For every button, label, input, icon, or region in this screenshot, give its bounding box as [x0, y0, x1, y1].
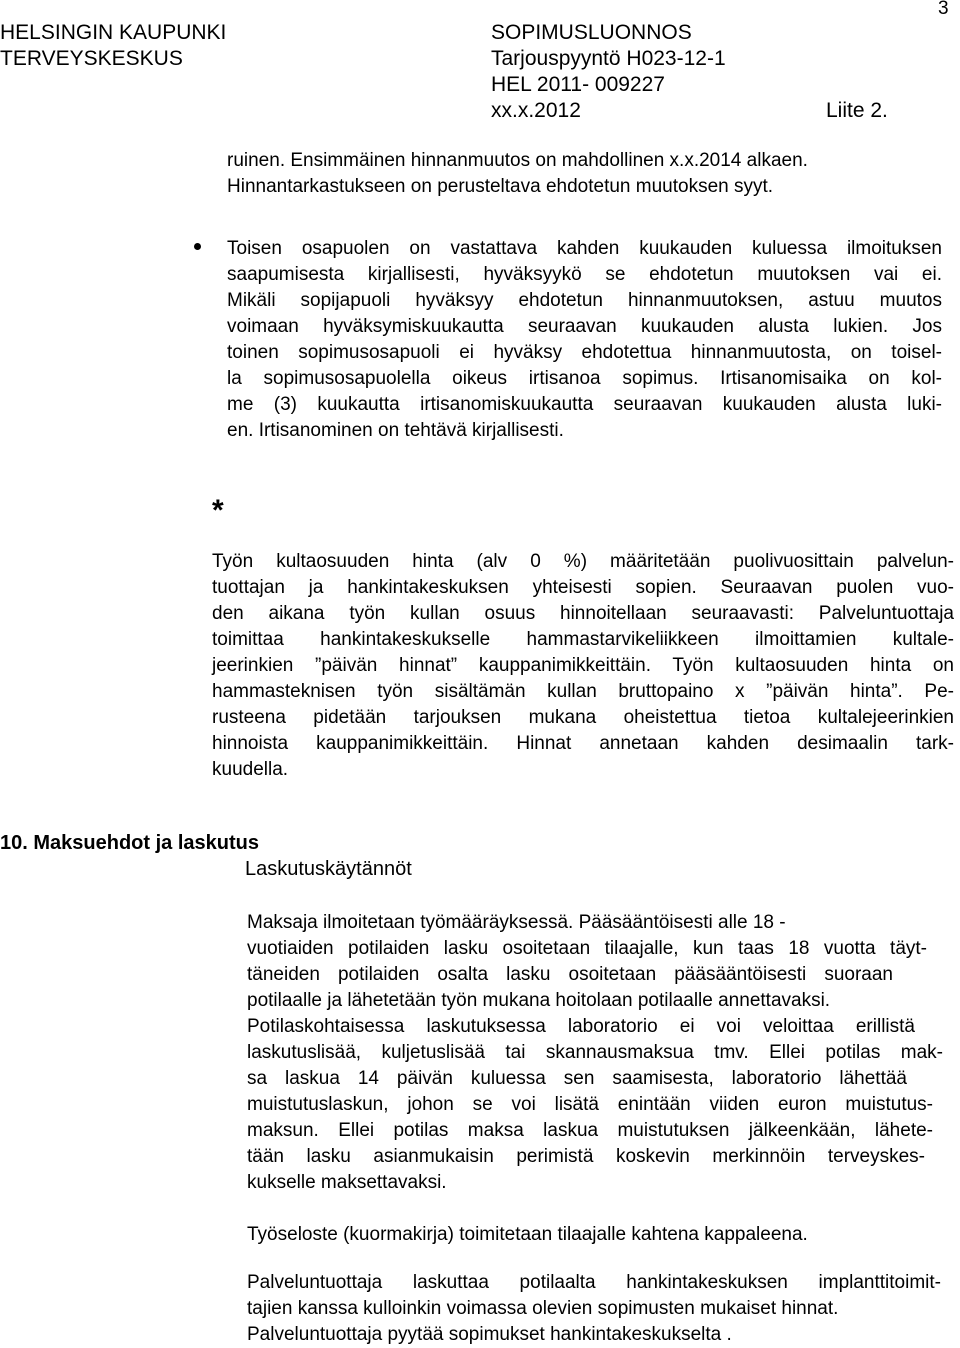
implant-line: Palveluntuottaja pyytää sopimukset hankintakeskukselta .: [247, 1324, 732, 1345]
billing-line: vuotiaiden potilaiden lasku osoitetaan tilaajalle, kun taas 18 vuotta täyt-: [247, 938, 927, 959]
bullet-line: la sopimusosapuolella oikeus irtisanoa sopimus. Irtisanomisaika on kol-: [227, 368, 942, 389]
bullet-line: saapumisesta kirjallisesti, hyväksyykö se ehdotetun muutoksen vai ei.: [227, 264, 942, 285]
section-subheading: Laskutuskäytännöt: [245, 858, 412, 880]
bullet-line: Mikäli sopijapuoli hyväksyy ehdotetun hinnanmuutoksen, astuu muutos: [227, 290, 942, 311]
gold-note-line: kuudella.: [212, 759, 289, 780]
intro-line: Hinnantarkastukseen on perusteltava ehdotetun muutoksen syyt.: [227, 176, 774, 197]
bullet-marker: [194, 243, 201, 250]
bullet-line: toinen sopimusosapuoli ei hyväksy ehdotettua hinnanmuutosta, on toisel-: [227, 342, 942, 363]
billing-line: Maksaja ilmoitetaan työmääräyksessä. Pääsääntöisesti alle 18 -: [247, 912, 786, 933]
gold-note-line: Työn kultaosuuden hinta (alv 0 %) määritetään puolivuosittain palvelun-: [212, 551, 954, 572]
bullet-line: voimaan hyväksymiskuukautta seuraavan kuukauden alusta lukien. Jos: [227, 316, 942, 337]
attachment-label: Liite 2.: [826, 99, 888, 122]
billing-line: muistutuslaskun, johon se voi lisätä enintään viiden euron muistutus-: [247, 1094, 933, 1115]
gold-note-line: hinnoista kauppanimikkeittäin. Hinnat annetaan kahden desimaalin tark-: [212, 733, 954, 754]
billing-line: potilaalle ja lähetetään työn mukana hoitolaan potilaalle annettavaksi.: [247, 990, 831, 1011]
billing-line: tään lasku asianmukaisin perimistä koskevin merkinnöin terveyskes-: [247, 1146, 925, 1167]
doc-title: SOPIMUSLUONNOS: [491, 21, 692, 44]
asterisk-marker: *: [212, 494, 224, 527]
billing-line: Potilaskohtaisessa laskutuksessa laboratorio ei voi veloittaa erillistä: [247, 1016, 915, 1037]
gold-note-line: toimittaa hankintakeskukselle hammastarvikeliikkeen ilmoittamien kultale-: [212, 629, 954, 650]
tender-number: Tarjouspyyntö H023-12-1: [491, 47, 726, 70]
bullet-line: Toisen osapuolen on vastattava kahden kuukauden kuluessa ilmoituksen: [227, 238, 942, 259]
implant-line: Palveluntuottaja laskuttaa potilaalta hankintakeskuksen implanttitoimit-: [247, 1272, 941, 1293]
gold-note-line: hammasteknisen työn sisältämän kullan bruttopaino x ”päivän hinta”. Pe-: [212, 681, 954, 702]
intro-line: ruinen. Ensimmäinen hinnanmuutos on mahdollinen x.x.2014 alkaen.: [227, 150, 808, 171]
billing-line: kukselle maksettavaksi.: [247, 1172, 447, 1193]
billing-line: sa laskua 14 päivän kuluessa sen saamisesta, laboratorio lähettää: [247, 1068, 907, 1089]
gold-note-line: rusteena pidetään tarjouksen mukana oheistettua tietoa kultalejeerinkien: [212, 707, 954, 728]
org-unit: TERVEYSKESKUS: [0, 47, 183, 70]
bullet-line: en. Irtisanominen on tehtävä kirjallisesti.: [227, 420, 564, 441]
implant-line: tajien kanssa kulloinkin voimassa olevien sopimusten mukaiset hinnat.: [247, 1298, 839, 1319]
billing-line: laskutuslisää, kuljetuslisää tai skannausmaksua tmv. Ellei potilas mak-: [247, 1042, 943, 1063]
waybill-note: Työseloste (kuormakirja) toimitetaan tilaajalle kahtena kappaleena.: [247, 1224, 808, 1245]
gold-note-line: jeerinkien ”päivän hinnat” kauppanimikkeittäin. Työn kultaosuuden hinta on: [212, 655, 954, 676]
org-name: HELSINGIN KAUPUNKI: [0, 21, 227, 44]
billing-line: täneiden potilaiden osalta lasku osoitetaan pääsääntöisesti suoraan: [247, 964, 893, 985]
reference-number: HEL 2011- 009227: [491, 73, 665, 96]
gold-note-line: tuottajan ja hankintakeskuksen yhteisesti sopien. Seuraavan puolen vuo-: [212, 577, 954, 598]
page-number: 3: [938, 0, 949, 19]
document-date: xx.x.2012: [491, 99, 581, 122]
gold-note-line: den aikana työn kullan osuus hinnoitellaan seuraavasti: Palveluntuottaja: [212, 603, 954, 624]
bullet-line: me (3) kuukautta irtisanomiskuukautta seuraavan kuukauden alusta luki-: [227, 394, 942, 415]
billing-line: maksun. Ellei potilas maksa laskua muistutuksen jälkeenkään, lähete-: [247, 1120, 933, 1141]
section-heading: 10. Maksuehdot ja laskutus: [0, 832, 259, 854]
